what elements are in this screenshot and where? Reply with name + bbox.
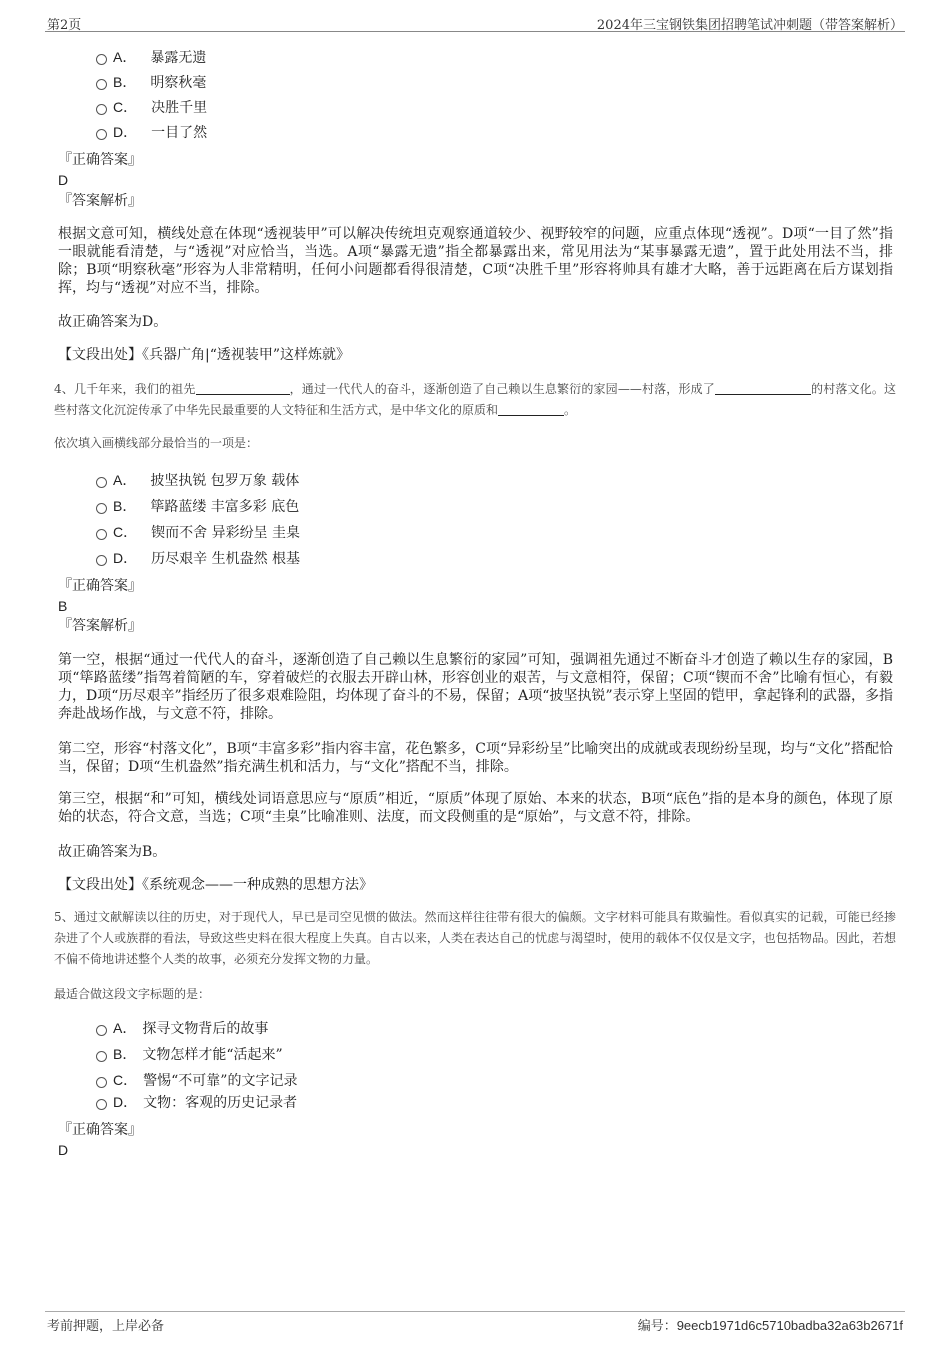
q4-option-c[interactable]: C． 锲而不舍 异彩纷呈 圭臬 xyxy=(96,522,300,542)
footer-slogan: 考前押题，上岸必备 xyxy=(47,1319,165,1334)
q4-option-b[interactable]: B． 筚路蓝缕 丰富多彩 底色 xyxy=(96,496,299,516)
q4-analysis-3: 第三空，根据“和”可知，横线处词语意思应与“原质”相近，“原质”体现了原始、本来的状态，B项“底色”指的是本身的颜色，体现了原始的状态，符合文意，当选；C项“圭臬”比喻准则、法度，而文段侧重的是“原始”，与文意不符，排除。 xyxy=(58,791,893,825)
q4-prompt: 依次填入画横线部分最恰当的一项是： xyxy=(54,436,259,450)
q3-answer: D xyxy=(58,172,69,188)
radio-icon[interactable] xyxy=(96,1099,107,1110)
document-code: 编号：9eecb1971d6c5710badba32a63b2671f xyxy=(637,1318,903,1333)
correct-answer-label: 『正确答案』 xyxy=(58,1122,142,1138)
q5-option-d[interactable]: D． 文物：客观的历史记录者 xyxy=(96,1092,297,1112)
radio-icon[interactable] xyxy=(96,1051,107,1062)
page-number: 第2页 xyxy=(47,18,82,33)
radio-icon[interactable] xyxy=(96,129,107,140)
page-header xyxy=(45,12,905,32)
q3-option-b[interactable]: B． 明察秋毫 xyxy=(96,72,206,92)
analysis-label: 『答案解析』 xyxy=(58,193,142,209)
radio-icon[interactable] xyxy=(96,529,107,540)
correct-answer-label: 『正确答案』 xyxy=(58,578,142,594)
q4-stem: 4、几千年来，我们的祖先 ，通过一代代人的奋斗，逐渐创造了自己赖以生息繁衍的家园——村落，形成了 的村落文化。这些村落文化沉淀传承了中华先民最重要的人文特征和生活方式，是中华文化的原质和 。 xyxy=(54,382,896,417)
q5-option-a[interactable]: A． 探寻文物背后的故事 xyxy=(96,1018,268,1038)
q4-option-a[interactable]: A． 披坚执锐 包罗万象 载体 xyxy=(96,470,299,490)
q4-source: 【文段出处】《系统观念——一种成熟的思想方法》 xyxy=(58,877,373,893)
radio-icon[interactable] xyxy=(96,1025,107,1036)
q4-option-d[interactable]: D． 历尽艰辛 生机盎然 根基 xyxy=(96,548,300,568)
blank-line xyxy=(196,381,290,395)
q4-analysis-1: 第一空，根据“通过一代代人的奋斗，逐渐创造了自己赖以生息繁衍的家园”可知，强调祖先通过不断奋斗才创造了赖以生存的家园，B项“筚路蓝缕”指驾着简陋的车，穿着破烂的衣服去开辟山林，形容创业的艰苦，与文意相符，保留；C项“锲而不舍”比喻有恒心，有毅力，D项“历尽艰辛”指经历了很多艰难险阻，均体现了奋斗的不易，保留；A项“披坚执锐”表示穿上坚固的铠甲，拿起锋利的武器，多指奔赴战场作战，与文意不符，排除。 xyxy=(58,652,893,722)
q5-prompt: 最适合做这段文字标题的是： xyxy=(54,987,211,1001)
analysis-label: 『答案解析』 xyxy=(58,618,142,634)
q3-analysis: 根据文意可知，横线处意在体现“透视装甲”可以解决传统坦克观察通道较少、视野较窄的问题，应重点体现“透视”。D项“一目了然”指一眼就能看清楚，与“透视”对应恰当，当选。A项“暴露无遗”指全都暴露出来，常见用法为“某事暴露无遗”，置于此处用法不当，排除；B项“明察秋毫”形容为人非常精明，任何小问题都看得很清楚，C项“决胜千里”形容将帅具有雄才大略，善于远距离在后方谋划指挥，均与“透视”对应不当，排除。 xyxy=(58,226,893,296)
blank-line xyxy=(715,381,811,395)
q5-answer: D xyxy=(58,1142,69,1158)
q3-option-d[interactable]: D． 一目了然 xyxy=(96,122,207,142)
q3-option-c[interactable]: C． 决胜千里 xyxy=(96,97,207,117)
q4-conclusion: 故正确答案为B。 xyxy=(58,844,167,860)
document-title: 2024年三宝钢铁集团招聘笔试冲刺题（带答案解析） xyxy=(596,18,903,33)
q3-option-a[interactable]: A． 暴露无遗 xyxy=(96,47,206,67)
blank-line xyxy=(498,402,564,416)
radio-icon[interactable] xyxy=(96,555,107,566)
q4-answer: B xyxy=(58,598,68,614)
q5-option-c[interactable]: C． 警惕“不可靠”的文字记录 xyxy=(96,1070,297,1090)
q3-source: 【文段出处】《兵器广角|“透视装甲”这样炼就》 xyxy=(58,347,351,363)
radio-icon[interactable] xyxy=(96,54,107,65)
q4-analysis-2: 第二空，形容“村落文化”，B项“丰富多彩”指内容丰富，花色繁多，C项“异彩纷呈”比喻突出的成就或表现纷纷呈现，均与“文化”搭配恰当，保留；D项“生机盎然”指充满生机和活力，与“文化”搭配不当，排除。 xyxy=(58,741,893,775)
radio-icon[interactable] xyxy=(96,104,107,115)
radio-icon[interactable] xyxy=(96,1077,107,1088)
q3-conclusion: 故正确答案为D。 xyxy=(58,314,168,330)
q5-stem: 5、通过文献解读以往的历史，对于现代人，早已是司空见惯的做法。然而这样往往带有很大的偏颇。文字材料可能具有欺骗性。看似真实的记载，可能已经掺杂进了个人或族群的看法，导致这些史料在很大程度上失真。自古以来，人类在表达自己的忧虑与渴望时，使用的载体不仅仅是文字，也包括物品。因此，若想不偏不倚地讲述整个人类的故事，必须充分发挥文物的力量。 xyxy=(54,910,896,966)
q5-option-b[interactable]: B． 文物怎样才能“活起来” xyxy=(96,1044,283,1064)
correct-answer-label: 『正确答案』 xyxy=(58,152,142,168)
radio-icon[interactable] xyxy=(96,503,107,514)
page-footer xyxy=(45,1311,905,1337)
radio-icon[interactable] xyxy=(96,477,107,488)
radio-icon[interactable] xyxy=(96,79,107,90)
